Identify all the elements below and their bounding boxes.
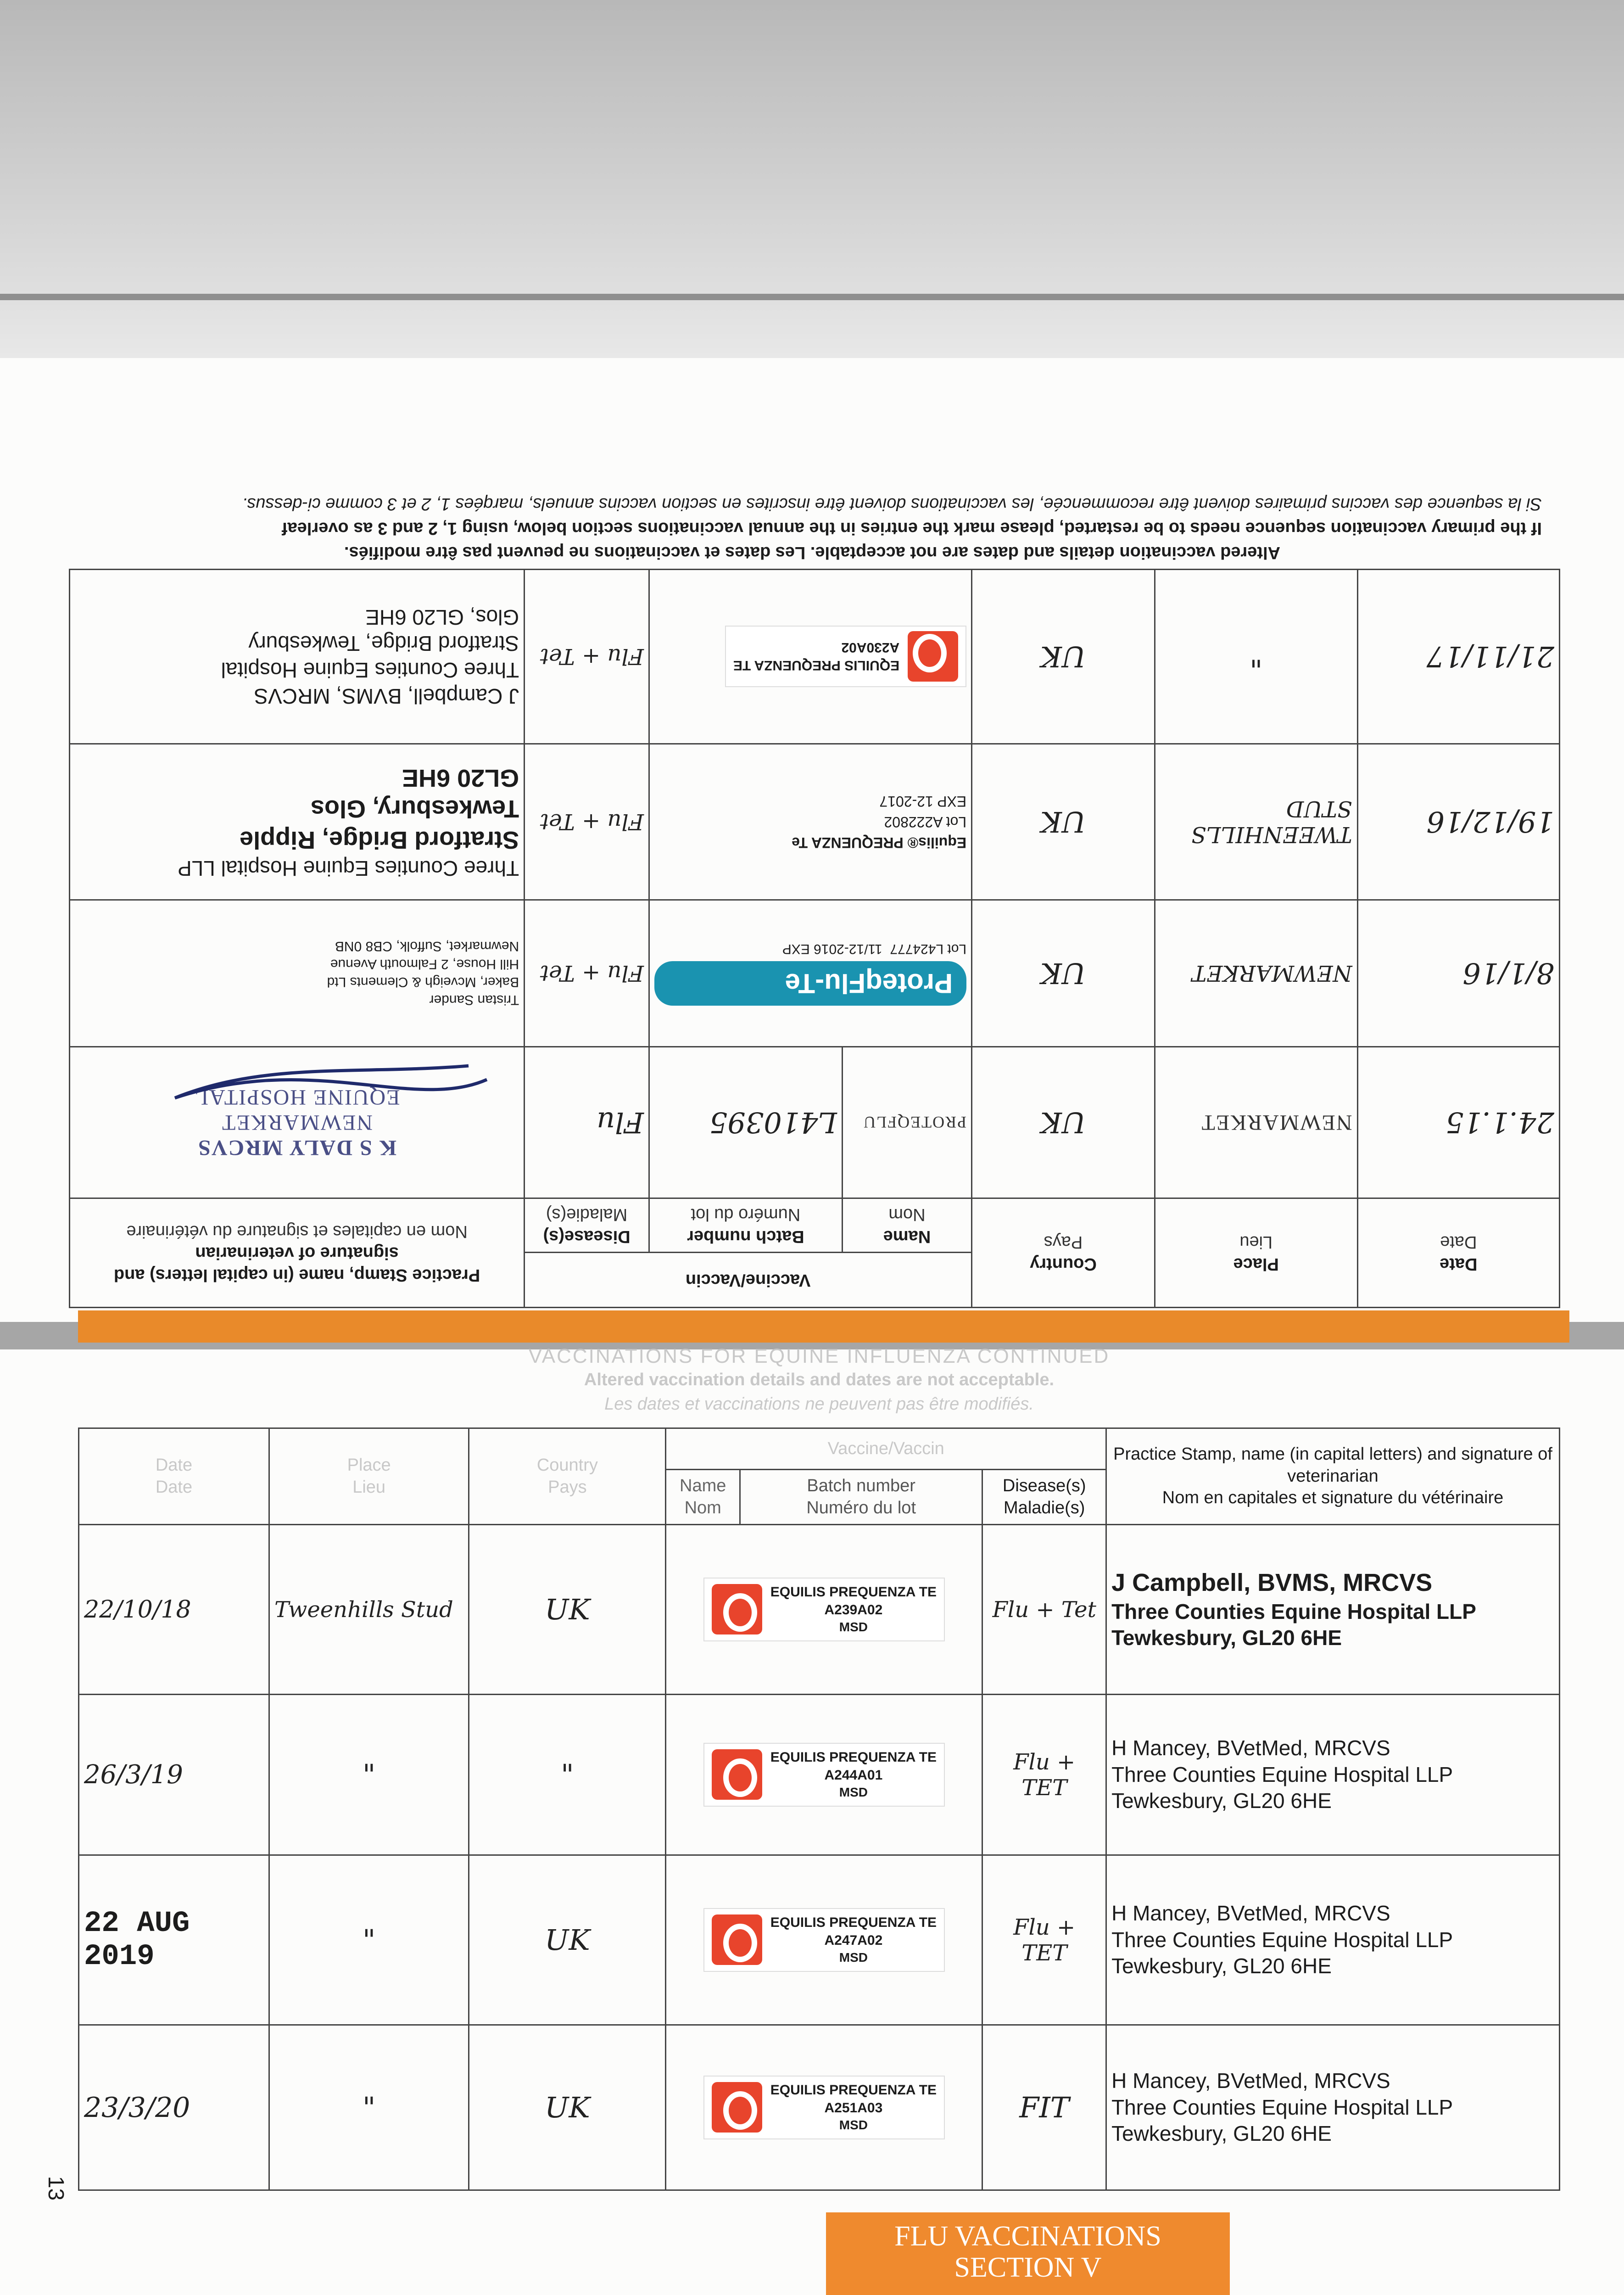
col-country: Country Pays xyxy=(972,1198,1155,1308)
table-header-row xyxy=(79,1428,1560,1470)
label-lot: A239A02 xyxy=(824,1602,883,1618)
row-disease: Flu + Tet xyxy=(525,900,649,1047)
table-row xyxy=(70,570,1560,744)
vaccine-sticker xyxy=(703,1908,945,1971)
label-name: EQUILIS PREQUENZA TE xyxy=(770,1915,937,1931)
stamp-line: H Mancey, BVetMed, MRCVS xyxy=(1111,1901,1390,1926)
table-row xyxy=(79,1695,1560,1855)
row-stamp xyxy=(70,900,525,1047)
row-vaccine-label xyxy=(666,1525,982,1695)
vaccine-sticker xyxy=(703,1578,945,1641)
equilis-q-logo xyxy=(908,632,958,682)
table-row xyxy=(70,744,1560,900)
col-name: Name Nom xyxy=(666,1470,740,1525)
col-batch: Batch number Numéro du lot xyxy=(740,1470,982,1525)
label-brand: Equilis® PREQUENZA Te xyxy=(792,834,967,851)
row-stamp xyxy=(70,570,525,744)
row-place: " xyxy=(269,1855,469,2025)
lower-faded-header xyxy=(78,1345,1560,1416)
stamp-line: K S DALY MRCVS xyxy=(197,1136,396,1160)
equilis-q-logo xyxy=(712,1749,762,1800)
col-place: Place Lieu xyxy=(1155,1198,1357,1308)
row-date: 24.1.15 xyxy=(1357,1047,1559,1198)
stamp-line: GL20 6HE xyxy=(402,764,519,792)
equilis-q-logo xyxy=(712,1914,762,1965)
row-place: NEWMARKET xyxy=(1155,900,1357,1047)
stamp-line: Three Counties Equine Hospital xyxy=(221,658,519,682)
table-header-row xyxy=(70,1253,1560,1308)
msd-logo-text: MSD xyxy=(839,2118,868,2133)
stamp-line: Three Counties Equine Hospital LLP xyxy=(1111,1599,1476,1623)
row-vaccine-label xyxy=(666,1695,982,1855)
row-country: " xyxy=(469,1695,666,1855)
row-batch: L410395 xyxy=(649,1047,843,1198)
col-stamp: Practice Stamp, name (in capital letters) and signature of veterinarian Nom en capitales et signature du vétérinaire xyxy=(1106,1428,1560,1525)
row-disease: Flu + TET xyxy=(982,1695,1106,1855)
msd-logo-text: MSD xyxy=(839,1950,868,1965)
col-disease: Disease(s) Maladie(s) xyxy=(982,1470,1106,1525)
col-date: Date Date xyxy=(1357,1198,1559,1308)
row-disease: Flu + Tet xyxy=(525,570,649,744)
page-number: 13 xyxy=(44,2176,68,2201)
notice-restart-en: If the primary vaccination sequence needs to be restarted, please mark the entries in the annual vaccinations section below, using 1, 2 and 3 as overleaf xyxy=(281,518,1542,538)
upper-vaccination-table xyxy=(69,569,1560,1308)
row-stamp xyxy=(1106,1855,1560,2025)
row-vaccine-label xyxy=(649,744,972,900)
stamp-line: Three Counties Equine Hospital LLP xyxy=(1111,1927,1453,1952)
vaccine-sticker xyxy=(703,1743,945,1806)
row-date: 23/3/20 xyxy=(79,2025,269,2190)
table-row xyxy=(70,900,1560,1047)
stamp-line: H Mancey, BVetMed, MRCVS xyxy=(1111,2069,1390,2093)
row-country: UK xyxy=(972,744,1155,900)
row-place: " xyxy=(1155,570,1357,744)
scanner-edge xyxy=(0,294,1624,300)
row-date: 22/10/18 xyxy=(79,1525,269,1695)
orange-header-band xyxy=(78,1310,1569,1343)
stamp-line: Tewkesbury, GL20 6HE xyxy=(1111,1626,1342,1650)
footer-line-1: FLU VACCINATIONS xyxy=(894,2221,1161,2252)
col-vaccine-group: Vaccine/Vaccin xyxy=(666,1428,1106,1470)
row-place: TWEENHILLS STUD xyxy=(1155,744,1357,900)
label-name: EQUILIS PREQUENZA TE xyxy=(770,1750,937,1765)
row-disease: Flu + Tet xyxy=(525,744,649,900)
row-disease: Flu + TET xyxy=(982,1855,1106,2025)
stamp-line: Tristan Sander xyxy=(429,992,519,1008)
faded-notice-2: Les dates et vaccinations ne peuvent pas être modifiés. xyxy=(604,1394,1034,1414)
row-vaccine-label xyxy=(649,570,972,744)
row-disease: Flu + Tet xyxy=(982,1525,1106,1695)
stamp-line: Tewkesbury, GL20 6HE xyxy=(1111,1954,1332,1978)
upper-section-rotated xyxy=(69,445,1560,1308)
msd-logo-text: MSD xyxy=(839,1620,868,1634)
row-vaccine-name: PROTEQFLU xyxy=(842,1047,971,1198)
row-vaccine-label xyxy=(666,2025,982,2190)
stamp-line: Tewkesbury, Glos xyxy=(310,795,519,823)
notice-altered: Altered vaccination details and dates are not acceptable. Les dates et vaccinations ne peuvent pas être modifiés. xyxy=(344,543,1281,562)
stamp-line: Glos, GL20 6HE xyxy=(365,605,519,629)
section-footer-tab xyxy=(826,2212,1230,2295)
label-name: EQUILIS PREQUENZA TE xyxy=(770,2082,937,2098)
row-date: 22 AUG 2019 xyxy=(79,1855,269,2025)
col-name: Name Nom xyxy=(842,1198,971,1253)
row-country: UK xyxy=(972,1047,1155,1198)
stamp-line: Stratford Bridge, Tewkesbury xyxy=(248,632,519,656)
stamp-line: H Mancey, BVetMed, MRCVS xyxy=(1111,1736,1390,1760)
row-country: UK xyxy=(469,1855,666,2025)
faded-title: VACCINATIONS FOR EQUINE INFLUENZA CONTINUED xyxy=(528,1345,1110,1367)
row-place: " xyxy=(269,1695,469,1855)
col-country: Country Pays xyxy=(469,1428,666,1525)
msd-logo-text: MSD xyxy=(839,1785,868,1800)
row-place: NEWMARKET xyxy=(1155,1047,1357,1198)
equilis-q-logo xyxy=(712,2082,762,2133)
lower-section xyxy=(78,1427,1560,2189)
col-vaccine-group: Vaccine/Vaccin xyxy=(525,1253,972,1308)
col-date: Date Date xyxy=(79,1428,269,1525)
signature-scribble xyxy=(166,1052,496,1116)
table-row xyxy=(79,1855,1560,2025)
label-exp: 11/12-2016 EXP xyxy=(782,941,882,957)
table-row xyxy=(70,1047,1560,1198)
stamp-line: NEWMARKET xyxy=(221,1110,373,1135)
row-stamp xyxy=(1106,1695,1560,1855)
upper-notices xyxy=(83,491,1542,565)
stamp-line: Three Counties Equine Hospital LLP xyxy=(1111,2095,1453,2119)
label-lot: Lot A222802 xyxy=(884,813,967,830)
notice-restart-fr: Si la sequence des vaccins primaires doivent être recommencée, les vaccinations doivent être inscrites en section vaccins annuels, marqées 1, 2 et 3 comme ci-dessus. xyxy=(242,494,1542,514)
row-stamp xyxy=(70,1047,525,1198)
stamp-line: Tewkesbury, GL20 6HE xyxy=(1111,2121,1332,2146)
label-name: EQUILIS PREQUENZA TE xyxy=(770,1584,937,1600)
label-lot: Lot L424777 xyxy=(890,941,967,957)
row-country: UK xyxy=(972,900,1155,1047)
faded-notice-1: Altered vaccination details and dates are not acceptable. xyxy=(584,1370,1055,1389)
label-exp: EXP 12-2017 xyxy=(879,793,967,810)
stamp-line: EQUINE HOSPITAL xyxy=(194,1085,400,1109)
row-disease: Flu xyxy=(525,1047,649,1198)
row-stamp xyxy=(1106,2025,1560,2190)
footer-line-2: SECTION V xyxy=(954,2252,1102,2284)
vaccine-sticker xyxy=(725,626,966,688)
stamp-line: Three Counties Equine Hospital LLP xyxy=(1111,1762,1453,1786)
row-date: 21/11/17 xyxy=(1357,570,1559,744)
row-country: UK xyxy=(469,1525,666,1695)
stamp-line: Newmarket, Suffolk, CB8 0NB xyxy=(335,939,519,954)
row-disease: FIT xyxy=(982,2025,1106,2190)
col-batch: Batch number Numéro du lot xyxy=(649,1198,843,1253)
stamp-line: Stratford Bridge, Ripple xyxy=(240,826,519,854)
row-country: UK xyxy=(972,570,1155,744)
stamp-line: Hill House, 2 Falmouth Avenue xyxy=(330,957,519,972)
proteq-label: ProteqFlu-Te xyxy=(654,961,966,1006)
vaccine-sticker xyxy=(703,2076,945,2139)
label-lot: A244A01 xyxy=(824,1768,883,1783)
label-lot: A251A03 xyxy=(824,2100,883,2116)
row-date: 19/12/16 xyxy=(1357,744,1559,900)
row-stamp xyxy=(1106,1525,1560,1695)
stamp-line: Baker, Mcveigh & Clements Ltd xyxy=(327,974,519,990)
row-vaccine-label xyxy=(666,1855,982,2025)
stamp-line: Three Counties Equine Hospital LLP xyxy=(178,856,519,881)
equilis-q-logo xyxy=(712,1584,762,1634)
label-brand: EQUILIS PREQUENZA TE xyxy=(733,658,900,673)
table-row xyxy=(79,1525,1560,1695)
label-lot: A247A02 xyxy=(824,1933,883,1948)
stamp-line: Tewkesbury, GL20 6HE xyxy=(1111,1789,1332,1813)
row-date: 26/3/19 xyxy=(79,1695,269,1855)
stamp-line: J Campbell, BVMS, MRCVS xyxy=(254,684,519,709)
col-place: Place Lieu xyxy=(269,1428,469,1525)
scanner-background xyxy=(0,0,1624,358)
row-place: Tweenhills Stud xyxy=(269,1525,469,1695)
col-disease: Disease(s) Maladie(s) xyxy=(525,1198,649,1253)
row-date: 8/1/16 xyxy=(1357,900,1559,1047)
row-vaccine-label xyxy=(649,900,972,1047)
row-place: " xyxy=(269,2025,469,2190)
label-lot: A230A02 xyxy=(841,640,900,655)
table-row xyxy=(79,2025,1560,2190)
row-country: UK xyxy=(469,2025,666,2190)
stamp-line: J Campbell, BVMS, MRCVS xyxy=(1111,1569,1433,1597)
row-stamp xyxy=(70,744,525,900)
lower-vaccination-table xyxy=(78,1427,1560,2191)
col-stamp: Practice Stamp, name (in capital letters) and signature of veterinarian Nom en capitales et signature du vétérinaire xyxy=(70,1198,525,1308)
